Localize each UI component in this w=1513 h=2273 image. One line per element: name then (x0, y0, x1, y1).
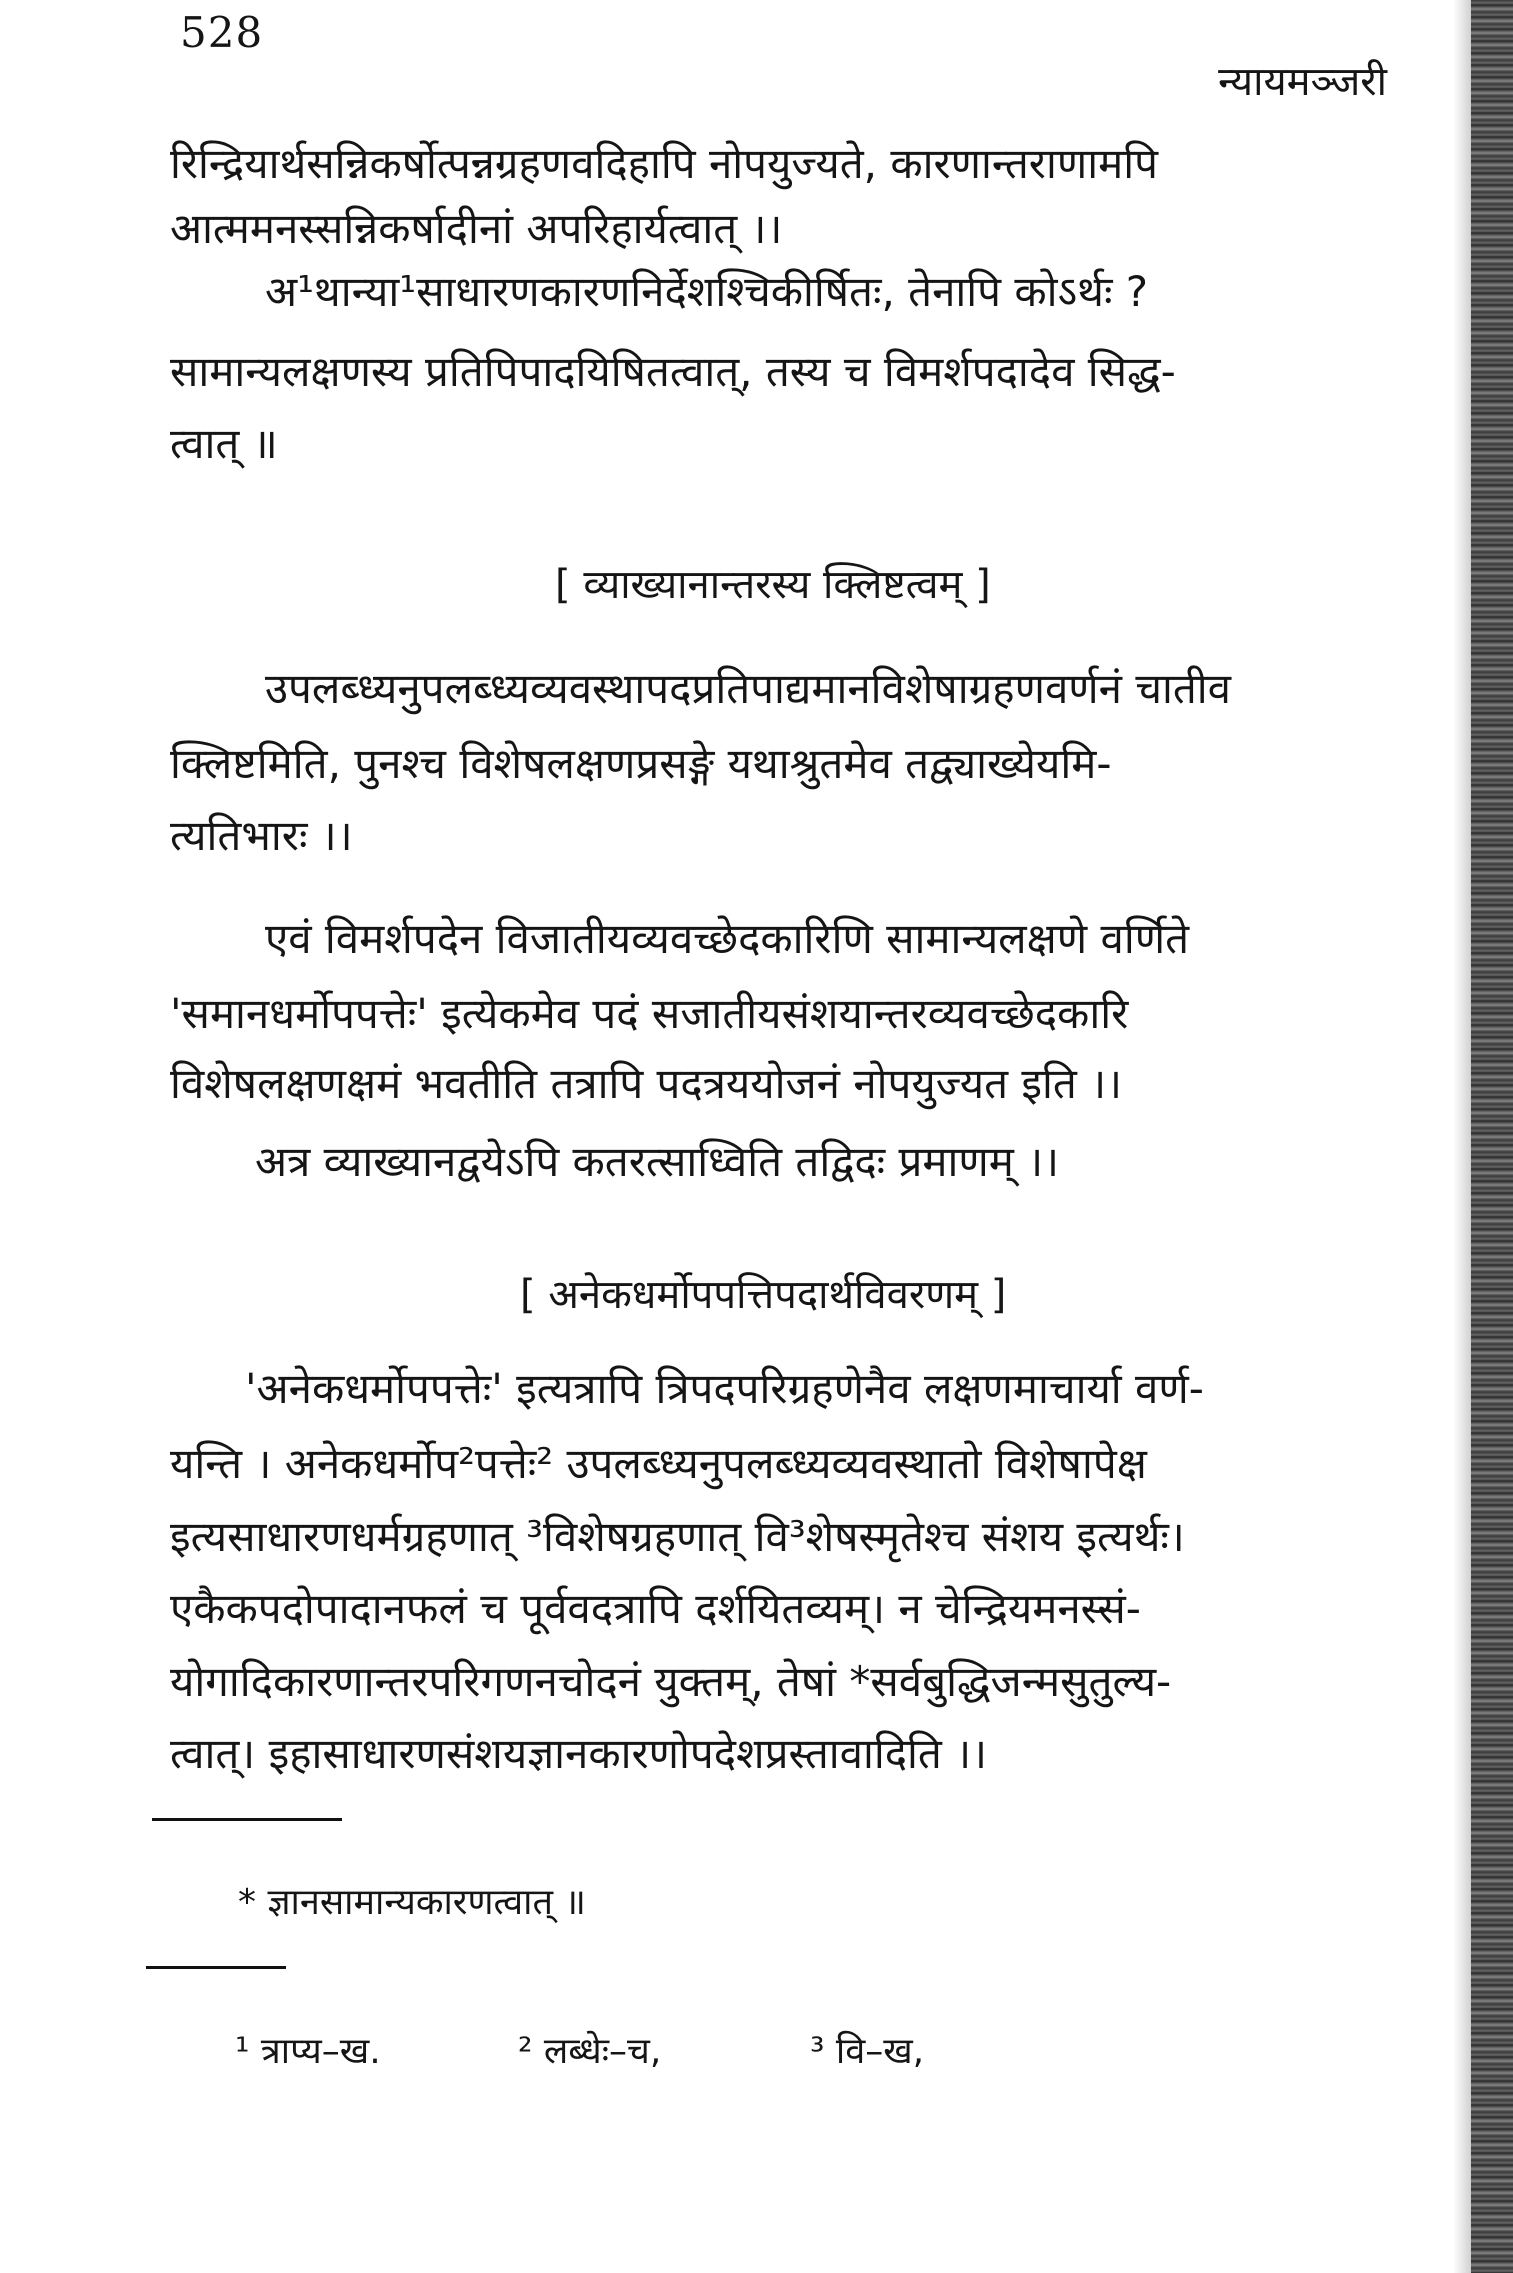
footnote-2: ² लब्धेः–च, (518, 2031, 662, 2072)
section-2-line-2: यन्ति । अनेकधर्मोप²पत्तेः² उपलब्ध्यनुपलब्ध्यव्यवस्थातो विशेषापेक्ष (170, 1439, 1147, 1488)
running-title: न्यायमञ्जरी (1218, 59, 1387, 105)
footnote-separator (146, 1966, 286, 1969)
section-2-line-6: त्वात्। इहासाधारणसंशयज्ञानकारणोपदेशप्रस्तावादिति ।। (170, 1729, 988, 1778)
section-2-line-5: योगादिकारणान्तरपरिगणनचोदनं युक्तम्, तेषां *सर्वबुद्धिजन्मसुतुल्य- (170, 1657, 1172, 1706)
binding-shadow (1453, 0, 1471, 2273)
section-1-heading: [ व्याख्यानान्तरस्य क्लिष्टत्वम् ] (555, 562, 991, 608)
star-footnote: * ज्ञानसामान्यकारणत्वात् ॥ (238, 1882, 586, 1923)
paragraph-2-line-3: त्वात् ॥ (170, 419, 278, 468)
section-1-line-2: क्लिष्टमिति, पुनश्च विशेषलक्षणप्रसङ्गे यथाश्रुतमेव तद्व्याख्येयमि- (170, 739, 1112, 788)
section-1-line-1: उपलब्ध्यनुपलब्ध्यव्यवस्थापदप्रतिपाद्यमानविशेषाग्रहणवर्णनं चातीव (265, 664, 1232, 713)
section-2-line-3: इत्यसाधारणधर्मग्रहणात् ³विशेषग्रहणात् वि³शेषस्मृतेश्च संशय इत्यर्थः। (170, 1512, 1185, 1561)
paragraph-1-line-2: आत्ममनस्सन्निकर्षादीनां अपरिहार्यत्वात् ।। (170, 204, 783, 253)
paragraph-3-line-2: 'समानधर्मोपपत्तेः' इत्येकमेव पदं सजातीयसंशयान्तरव्यवच्छेदकारि (170, 989, 1129, 1038)
footnote-1: ¹ त्राप्य–ख. (235, 2031, 381, 2072)
section-1-line-3: त्यतिभारः ।। (170, 811, 353, 860)
paragraph-2-line-2: सामान्यलक्षणस्य प्रतिपिपादयिषितत्वात्, तस्य च विमर्शपदादेव सिद्ध- (170, 347, 1176, 396)
paragraph-1-line-1: रिन्द्रियार्थसन्निकर्षोत्पन्नग्रहणवदिहापि नोपयुज्यते, कारणान्तराणामपि (170, 139, 1158, 188)
paragraph-3-line-1: एवं विमर्शपदेन विजातीयव्यवच्छेदकारिणि सामान्यलक्षणे वर्णिते (265, 914, 1190, 963)
section-2-heading: [ अनेकधर्मोपपत्तिपदार्थविवरणम् ] (520, 1272, 1007, 1318)
paragraph-3-line-3: विशेषलक्षणक्षमं भवतीति तत्रापि पदत्रययोजनं नोपयुज्यत इति ।। (170, 1059, 1123, 1108)
section-2-line-1: 'अनेकधर्मोपपत्तेः' इत्यत्रापि त्रिपदपरिग्रहणेनैव लक्षणमाचार्या वर्ण- (245, 1364, 1204, 1413)
paragraph-3-line-4: अत्र व्याख्यानद्वयेऽपि कतरत्साध्विति तद्विदः प्रमाणम् ।। (255, 1137, 1060, 1186)
section-2-line-4: एकैकपदोपादानफलं च पूर्ववदत्रापि दर्शयितव्यम्। न चेन्द्रियमनस्सं- (170, 1584, 1141, 1633)
page-number: 528 (180, 8, 264, 57)
binding-edge (1471, 0, 1513, 2273)
footnote-3: ³ वि–ख, (810, 2031, 925, 2072)
footnote-separator-dashed (152, 1818, 342, 1821)
paragraph-2-line-1: अ¹थान्या¹साधारणकारणनिर्देशश्चिकीर्षितः, तेनापि कोऽर्थः ? (265, 267, 1149, 316)
